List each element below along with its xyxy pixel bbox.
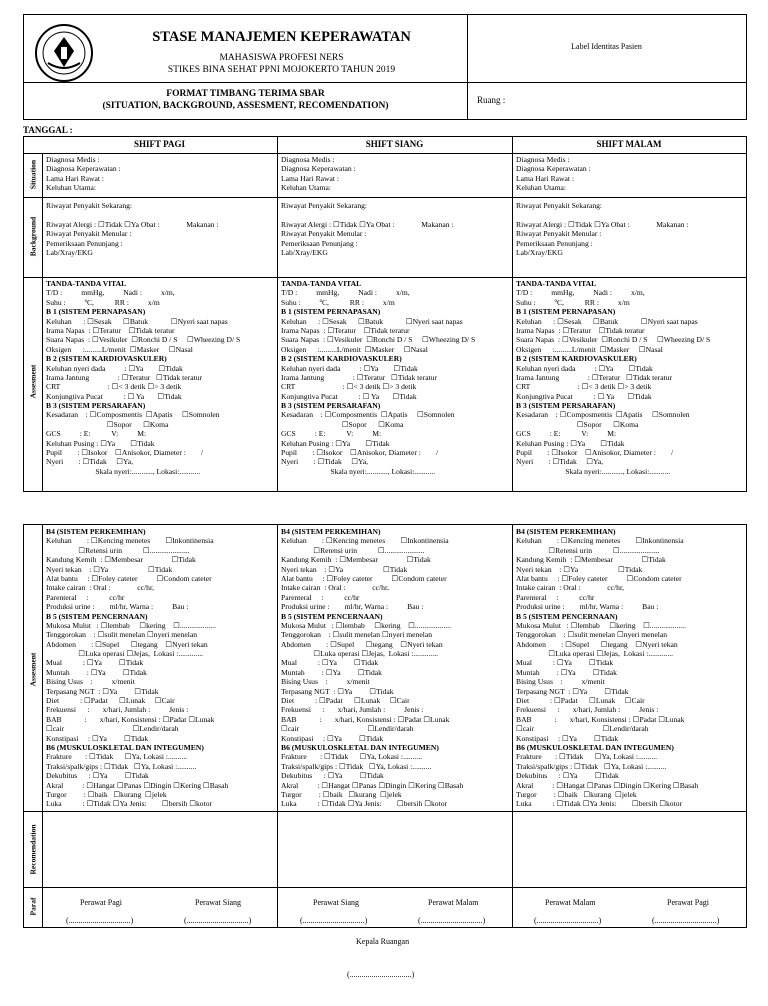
form-line: Pupil : ☐Isokor ☐Anisokor, Diameter : / <box>281 448 439 458</box>
form-line: Frekuensi : x/hari, Jumlah : Jenis : <box>516 705 659 715</box>
form-line: Keluhan Pusing : ☐Ya ☐Tidak <box>281 438 390 448</box>
form-line: Keluhan : ☐Kencing menetes ☐Inkontinensia <box>281 536 449 546</box>
form-line: Keluhan Utama: <box>46 183 96 193</box>
form-line: TANDA-TANDA VITAL <box>516 279 597 288</box>
form-line: Keluhan nyeri dada : ☐Ya ☐Tidak <box>516 363 653 373</box>
form-line: ☐Retensi urin ☐..................... <box>46 545 190 555</box>
form-line: Diet : ☐Padat ☐Lunak ☐Cair <box>516 696 645 706</box>
form-line: Diet : ☐Padat ☐Lunak ☐Cair <box>281 696 410 706</box>
form-line: GCS : E: V: M: <box>281 429 382 439</box>
form-line: Diagnosa Keperawatan : <box>281 164 356 174</box>
form-line: Riwayat Penyakit Menular : <box>516 229 602 239</box>
form-line: Luka : ☐Tidak ☐Ya Jenis: ☐bersih ☐kotor <box>281 799 448 809</box>
form-line: Keluhan : ☐Kencing menetes ☐Inkontinensia <box>46 536 214 546</box>
form-line: Suhu : ºC, RR : x/m <box>46 297 160 307</box>
form-line: B 5 (SISTEM PENCERNAAN) <box>46 611 148 621</box>
form-line: B6 (MUSKULOSKLETAL DAN INTEGUMEN) <box>46 742 204 752</box>
form-line: Alat bantu : ☐Foley cateter ☐Condom cateter <box>516 573 682 583</box>
form-line: Konjungtiva Pucat : ☐ Ya ☐Tidak <box>46 391 182 401</box>
form-line: ☐Luka operasi ☐Jejas, Lokasi :............. <box>516 649 674 659</box>
subtitle-institution: STIKES BINA SEHAT PPNI MOJOKERTO TAHUN 2019 <box>167 65 396 75</box>
form-line: B 5 (SISTEM PENCERNAAN) <box>516 611 618 621</box>
form-line: Oksigen :.........L/menit ☐Masker ☐Nasal <box>46 344 193 354</box>
form-line: Riwayat Alergi : ☐Tidak ☐Ya Obat : Makanan : <box>516 219 689 229</box>
form-line: Diagnosa Medis : <box>46 155 100 164</box>
form-line: Nyeri : ☐Tidak ☐Ya, <box>281 457 369 467</box>
paraf-pagi-left-dots: (...............................) <box>66 916 134 925</box>
sbar-sheet-2 <box>23 524 747 928</box>
paraf-malam-right: Perawat Pagi <box>667 898 709 907</box>
form-line: Pupil : ☐Isokor ☐Anisokor, Diameter : / <box>46 448 204 458</box>
form-line: Terpasang NGT : ☐Ya ☐Tidak <box>516 686 629 696</box>
section-background-label: Background <box>28 216 38 257</box>
form-line: Konjungtiva Pucat : ☐ Ya ☐Tidak <box>516 391 652 401</box>
paraf-siang-left: Perawat Siang <box>313 898 359 907</box>
form-line: ☐cair ☐Lendir/darah <box>46 724 179 734</box>
form-line: Dekubitus : ☐Ya ☐Tidak <box>46 771 149 781</box>
form-line: Akral : ☐Hangat ☐Panas ☐Dingin ☐Kering ☐Basah <box>281 780 464 790</box>
form-line: Konstipasi : ☐Ya ☐Tidak <box>46 733 149 743</box>
form-line: Abdomen : ☐Supel ☐tegang ☐Nyeri tekan <box>46 639 208 649</box>
form-line: Suhu : ºC, RR : x/m <box>281 297 395 307</box>
background-pagi <box>46 201 219 257</box>
form-line: B 3 (SISTEM PERSARAFAN) <box>516 401 616 411</box>
shift-pagi-header: SHIFT PAGI <box>134 139 185 149</box>
form-line: Terpasang NGT : ☐Ya ☐Tidak <box>281 686 394 696</box>
form-line: Kandung Kemih : ☐Membesar ☐Tidak <box>281 555 431 565</box>
form-line: Parenteral : cc/hr <box>516 592 595 602</box>
form-line: Riwayat Alergi : ☐Tidak ☐Ya Obat : Makanan : <box>281 219 454 229</box>
form-line: Lab/Xray/EKG <box>516 247 563 257</box>
section-assesment-label: Assesment <box>28 364 38 399</box>
form-line: Frakture : ☐Tidak ☐Ya, Lokasi :.......... <box>46 752 188 762</box>
form-line: Irama Napas : ☐Teratur ☐Tidak teratur <box>516 325 645 335</box>
institution-logo <box>34 23 94 83</box>
form-line: Mukosa Mulut : ☐lembab ☐kering ☐................... <box>46 620 216 630</box>
form-line: Intake cairan : Oral : cc/hr, <box>281 583 390 593</box>
paraf-malam-left: Perawat Malam <box>545 898 596 907</box>
form-line: Kandung Kemih : ☐Membesar ☐Tidak <box>46 555 196 565</box>
form-line: Akral : ☐Hangat ☐Panas ☐Dingin ☐Kering ☐Basah <box>46 780 229 790</box>
form-line: Dekubitus : ☐Ya ☐Tidak <box>516 771 619 781</box>
room-label: Ruang : <box>477 95 506 105</box>
form-line: Keluhan : ☐Sesak ☐Batuk ☐Nyeri saat napas <box>281 316 463 326</box>
form-line: Irama Jantung : ☐Teratur ☐Tidak teratur <box>46 372 202 382</box>
form-line: Pemeriksaan Penunjang : <box>46 238 123 248</box>
form-line: Keluhan nyeri dada : ☐Ya ☐Tidak <box>46 363 183 373</box>
form-line: Keluhan : ☐Kencing menetes ☐Inkontinensia <box>516 536 684 546</box>
form-line: Traksi/spalk/gips : ☐Tidak ☐Ya, Lokasi :.......... <box>46 761 197 771</box>
paraf-pagi-left: Perawat Pagi <box>80 898 122 907</box>
form-line: B4 (SISTEM PERKEMIHAN) <box>516 527 616 536</box>
form-line: Konstipasi : ☐Ya ☐Tidak <box>516 733 619 743</box>
paraf-siang-left-dots: (...............................) <box>300 916 368 925</box>
section-paraf-label: Paraf <box>28 897 38 916</box>
form-line: B6 (MUSKULOSKLETAL DAN INTEGUMEN) <box>516 742 674 752</box>
sbar-sheet-1 <box>23 136 747 492</box>
form-line: Frakture : ☐Tidak ☐Ya, Lokasi :.......... <box>516 752 658 762</box>
assesment-malam <box>516 279 710 476</box>
form-line: Nyeri tekan : ☐Ya ☐Tidak <box>46 564 173 574</box>
form-line: Turgor : ☐baik ☐kurang ☐jelek <box>281 789 402 799</box>
form-line: Turgor : ☐baik ☐kurang ☐jelek <box>46 789 167 799</box>
form-line: Diagnosa Keperawatan : <box>46 164 121 174</box>
form-line: Pemeriksaan Penunjang : <box>516 238 593 248</box>
form-line: Suara Napas : ☐Vesikuler ☐Ronchi D / S ☐Wheezing D/ S <box>281 335 476 345</box>
kepala-ruangan-label: Kepala Ruangan <box>356 937 410 946</box>
assesment2-pagi <box>46 527 228 809</box>
form-line: Lama Hari Rawat : <box>46 173 104 183</box>
form-line: Suara Napas : ☐Vesikuler ☐Ronchi D / S ☐Wheezing D/ S <box>516 335 711 345</box>
paraf-malam-left-dots: (...............................) <box>534 916 602 925</box>
form-line: B 2 (SISTEM KARDIOVASKULER) <box>281 354 402 364</box>
form-line: Riwayat Alergi : ☐Tidak ☐Ya Obat : Makanan : <box>46 219 219 229</box>
form-line: Tenggorokan : ☐sulit menelan ☐nyeri menelan <box>516 630 667 640</box>
form-line: Abdomen : ☐Supel ☐tegang ☐Nyeri tekan <box>516 639 678 649</box>
patient-label-box: Label Identitas Pasien <box>571 42 642 51</box>
subtitle-program: MAHASISWA PROFESI NERS <box>219 53 344 63</box>
form-line: Nyeri tekan : ☐Ya ☐Tidak <box>516 564 643 574</box>
form-line: ☐cair ☐Lendir/darah <box>516 724 649 734</box>
form-line: Mual : ☐Ya ☐Tidak <box>516 658 614 668</box>
form-line: Muntah : ☐Ya ☐Tidak <box>281 667 382 677</box>
form-line: T/D : mmHg, Nadi : x/m, <box>516 288 645 298</box>
section-recomendation-label: Recomendation <box>28 824 38 875</box>
shift-malam-header: SHIFT MALAM <box>596 139 662 149</box>
form-line: Irama Napas : ☐Teratur ☐Tidak teratur <box>46 325 175 335</box>
form-line: Nyeri : ☐Tidak ☐Ya, <box>46 457 134 467</box>
paraf-pagi-right-dots: (...............................) <box>184 916 252 925</box>
form-line: Mual : ☐Ya ☐Tidak <box>281 658 379 668</box>
form-line: Lama Hari Rawat : <box>281 173 339 183</box>
form-line: Produksi urine : ml/hr, Warna : Bau : <box>46 602 189 612</box>
form-line: B 2 (SISTEM KARDIOVASKULER) <box>516 354 637 364</box>
form-line: TANDA-TANDA VITAL <box>281 279 362 288</box>
form-line: Keluhan : ☐Sesak ☐Batuk ☐Nyeri saat napas <box>46 316 228 326</box>
form-line: B4 (SISTEM PERKEMIHAN) <box>281 527 381 536</box>
form-line: B 1 (SISTEM PERNAPASAN) <box>46 307 146 317</box>
format-title: FORMAT TIMBANG TERIMA SBAR <box>166 89 325 99</box>
form-line: B 2 (SISTEM KARDIOVASKULER) <box>46 354 167 364</box>
form-line: Keluhan Utama: <box>516 183 566 193</box>
form-line: Diet : ☐Padat ☐Lunak ☐Cair <box>46 696 175 706</box>
form-line: BAB : x/hari, Konsistensi : ☐Padat ☐Lunak <box>516 714 685 724</box>
form-line: TANDA-TANDA VITAL <box>46 279 127 288</box>
form-line: ☐Sopor ☐Koma <box>46 419 169 429</box>
form-line: Lab/Xray/EKG <box>46 247 93 257</box>
form-line: Bising Usus : x/menit <box>46 677 135 687</box>
form-line: B 3 (SISTEM PERSARAFAN) <box>46 401 146 411</box>
form-line: Muntah : ☐Ya ☐Tidak <box>46 667 147 677</box>
form-line: Tenggorokan : ☐sulit menelan ☐nyeri menelan <box>281 630 432 640</box>
paraf-malam-right-dots: (...............................) <box>652 916 720 925</box>
background-malam <box>516 201 689 257</box>
form-line: Keluhan Utama: <box>281 183 331 193</box>
form-line: Konstipasi : ☐Ya ☐Tidak <box>281 733 384 743</box>
form-line: Frekuensi : x/hari, Jumlah : Jenis : <box>281 705 424 715</box>
paraf-siang-right: Perawat Malam <box>428 898 479 907</box>
form-line: Alat bantu : ☐Foley cateter ☐Condom cateter <box>46 573 212 583</box>
form-line: ☐Retensi urin ☐..................... <box>516 545 660 555</box>
form-line: Riwayat Penyakit Sekarang: <box>281 201 368 210</box>
form-line: Luka : ☐Tidak ☐Ya Jenis: ☐bersih ☐kotor <box>516 799 683 809</box>
situation-malam <box>516 155 591 193</box>
form-line: B 3 (SISTEM PERSARAFAN) <box>281 401 381 411</box>
form-line: B 1 (SISTEM PERNAPASAN) <box>516 307 616 317</box>
form-line: Mukosa Mulut : ☐lembab ☐kering ☐................... <box>516 620 686 630</box>
form-line: Keluhan Pusing : ☐Ya ☐Tidak <box>46 438 155 448</box>
form-line: B4 (SISTEM PERKEMIHAN) <box>46 527 146 536</box>
form-line: Intake cairan : Oral : cc/hr, <box>516 583 625 593</box>
form-line: Turgor : ☐baik ☐kurang ☐jelek <box>516 789 637 799</box>
form-line: Suara Napas : ☐Vesikuler ☐Ronchi D / S ☐Wheezing D/ S <box>46 335 241 345</box>
form-line: Skala nyeri:..........., Lokasi:........... <box>281 466 436 476</box>
assesment-siang <box>281 279 475 476</box>
form-line: CRT : ☐< 3 detik ☐> 3 detik <box>516 382 652 392</box>
form-line <box>46 210 219 219</box>
form-line: Irama Jantung : ☐Teratur ☐Tidak teratur <box>281 372 437 382</box>
form-line: Riwayat Penyakit Sekarang: <box>516 201 603 210</box>
form-line: CRT : ☐< 3 detik ☐> 3 detik <box>281 382 417 392</box>
form-line: Keluhan Pusing : ☐Ya ☐Tidak <box>516 438 625 448</box>
form-line: Kandung Kemih : ☐Membesar ☐Tidak <box>516 555 666 565</box>
situation-siang <box>281 155 356 193</box>
form-line: Kesadaran : ☐Composmentis ☐Apatis ☐Somnolen <box>281 410 455 420</box>
form-line: Tenggorokan : ☐sulit menelan ☐nyeri menelan <box>46 630 197 640</box>
form-line: Alat bantu : ☐Foley cateter ☐Condom cateter <box>281 573 447 583</box>
form-line: Frekuensi : x/hari, Jumlah : Jenis : <box>46 705 189 715</box>
form-line: Pupil : ☐Isokor ☐Anisokor, Diameter : / <box>516 448 674 458</box>
background-siang <box>281 201 454 257</box>
form-line: Produksi urine : ml/hr, Warna : Bau : <box>281 602 424 612</box>
form-line: Diagnosa Medis : <box>516 155 570 164</box>
form-line: Riwayat Penyakit Menular : <box>281 229 367 239</box>
form-line: Traksi/spalk/gips : ☐Tidak ☐Ya, Lokasi :.......... <box>281 761 432 771</box>
form-header <box>23 14 747 120</box>
form-line: Bising Usus : x/menit <box>516 677 605 687</box>
form-line: ☐Retensi urin ☐..................... <box>281 545 425 555</box>
situation-pagi <box>46 155 121 193</box>
form-line: Nyeri tekan : ☐Ya ☐Tidak <box>281 564 408 574</box>
form-line: BAB : x/hari, Konsistensi : ☐Padat ☐Lunak <box>281 714 450 724</box>
form-line: Pemeriksaan Penunjang : <box>281 238 358 248</box>
form-line: Lama Hari Rawat : <box>516 173 574 183</box>
shift-siang-header: SHIFT SIANG <box>365 139 424 149</box>
paraf-pagi-right: Perawat Siang <box>195 898 241 907</box>
assesment2-siang <box>281 527 463 809</box>
form-line: GCS : E: V: M: <box>46 429 147 439</box>
form-line: Keluhan : ☐Sesak ☐Batuk ☐Nyeri saat napas <box>516 316 698 326</box>
form-line: Luka : ☐Tidak ☐Ya Jenis: ☐bersih ☐kotor <box>46 799 213 809</box>
form-line: Frakture : ☐Tidak ☐Ya, Lokasi :.......... <box>281 752 423 762</box>
form-line: Oksigen :.........L/menit ☐Masker ☐Nasal <box>516 344 663 354</box>
form-line: Abdomen : ☐Supel ☐tegang ☐Nyeri tekan <box>281 639 443 649</box>
form-line: T/D : mmHg, Nadi : x/m, <box>281 288 410 298</box>
form-line: Suhu : ºC, RR : x/m <box>516 297 630 307</box>
form-line: Parenteral : cc/hr <box>281 592 360 602</box>
form-line: Mukosa Mulut : ☐lembab ☐kering ☐................... <box>281 620 451 630</box>
form-line: B 1 (SISTEM PERNAPASAN) <box>281 307 381 317</box>
form-line: ☐Luka operasi ☐Jejas, Lokasi :............. <box>281 649 439 659</box>
form-line: ☐Sopor ☐Koma <box>281 419 404 429</box>
kepala-ruangan-dots: (...............................) <box>347 970 415 979</box>
form-line: Parenteral : cc/hr <box>46 592 125 602</box>
section-situation-label: Situation <box>28 159 38 190</box>
form-line: Dekubitus : ☐Ya ☐Tidak <box>281 771 384 781</box>
form-line: ☐Sopor ☐Koma <box>516 419 639 429</box>
page-title: STASE MANAJEMEN KEPERAWATAN <box>152 29 411 45</box>
section-assesment2-label: Assesment <box>28 652 38 687</box>
form-line: Keluhan nyeri dada : ☐Ya ☐Tidak <box>281 363 418 373</box>
form-line: Lab/Xray/EKG <box>281 247 328 257</box>
form-line <box>281 210 454 219</box>
form-line: GCS : E: V: M: <box>516 429 617 439</box>
form-line: BAB : x/hari, Konsistensi : ☐Padat ☐Lunak <box>46 714 215 724</box>
form-line: Kesadaran : ☐Composmentis ☐Apatis ☐Somnolen <box>46 410 220 420</box>
form-line: Nyeri : ☐Tidak ☐Ya, <box>516 457 604 467</box>
form-line: Akral : ☐Hangat ☐Panas ☐Dingin ☐Kering ☐Basah <box>516 780 699 790</box>
form-line: Skala nyeri:..........., Lokasi:........... <box>516 466 671 476</box>
assesment-pagi <box>46 279 240 476</box>
paraf-siang-right-dots: (...............................) <box>418 916 486 925</box>
form-line: Riwayat Penyakit Sekarang: <box>46 201 133 210</box>
form-line: Kesadaran : ☐Composmentis ☐Apatis ☐Somnolen <box>516 410 690 420</box>
form-line: T/D : mmHg, Nadi : x/m, <box>46 288 175 298</box>
form-line: Muntah : ☐Ya ☐Tidak <box>516 667 617 677</box>
form-line: Oksigen :.........L/menit ☐Masker ☐Nasal <box>281 344 428 354</box>
form-line: Skala nyeri:..........., Lokasi:........... <box>46 466 201 476</box>
form-line: ☐cair ☐Lendir/darah <box>281 724 414 734</box>
form-line: Konjungtiva Pucat : ☐ Ya ☐Tidak <box>281 391 417 401</box>
form-line: ☐Luka operasi ☐Jejas, Lokasi :............. <box>46 649 204 659</box>
form-line: Terpasang NGT : ☐Ya ☐Tidak <box>46 686 159 696</box>
form-line: B6 (MUSKULOSKLETAL DAN INTEGUMEN) <box>281 742 439 752</box>
form-line: Bising Usus : x/menit <box>281 677 370 687</box>
form-line: Produksi urine : ml/hr, Warna : Bau : <box>516 602 659 612</box>
assesment2-malam <box>516 527 698 809</box>
form-line: B 5 (SISTEM PENCERNAAN) <box>281 611 383 621</box>
form-line: Irama Napas : ☐Teratur ☐Tidak teratur <box>281 325 410 335</box>
form-line: Diagnosa Keperawatan : <box>516 164 591 174</box>
form-line: Traksi/spalk/gips : ☐Tidak ☐Ya, Lokasi :.......... <box>516 761 667 771</box>
form-line: Mual : ☐Ya ☐Tidak <box>46 658 144 668</box>
date-label: TANGGAL : <box>23 125 73 135</box>
form-line: CRT : ☐< 3 detik ☐> 3 detik <box>46 382 182 392</box>
form-line: Intake cairan : Oral : cc/hr, <box>46 583 155 593</box>
form-line: Riwayat Penyakit Menular : <box>46 229 132 239</box>
form-line <box>516 210 689 219</box>
format-subtitle: (SITUATION, BACKGROUND, ASSESMENT, RECOMENDATION) <box>102 101 389 111</box>
form-line: Irama Jantung : ☐Teratur ☐Tidak teratur <box>516 372 672 382</box>
form-line: Diagnosa Medis : <box>281 155 335 164</box>
